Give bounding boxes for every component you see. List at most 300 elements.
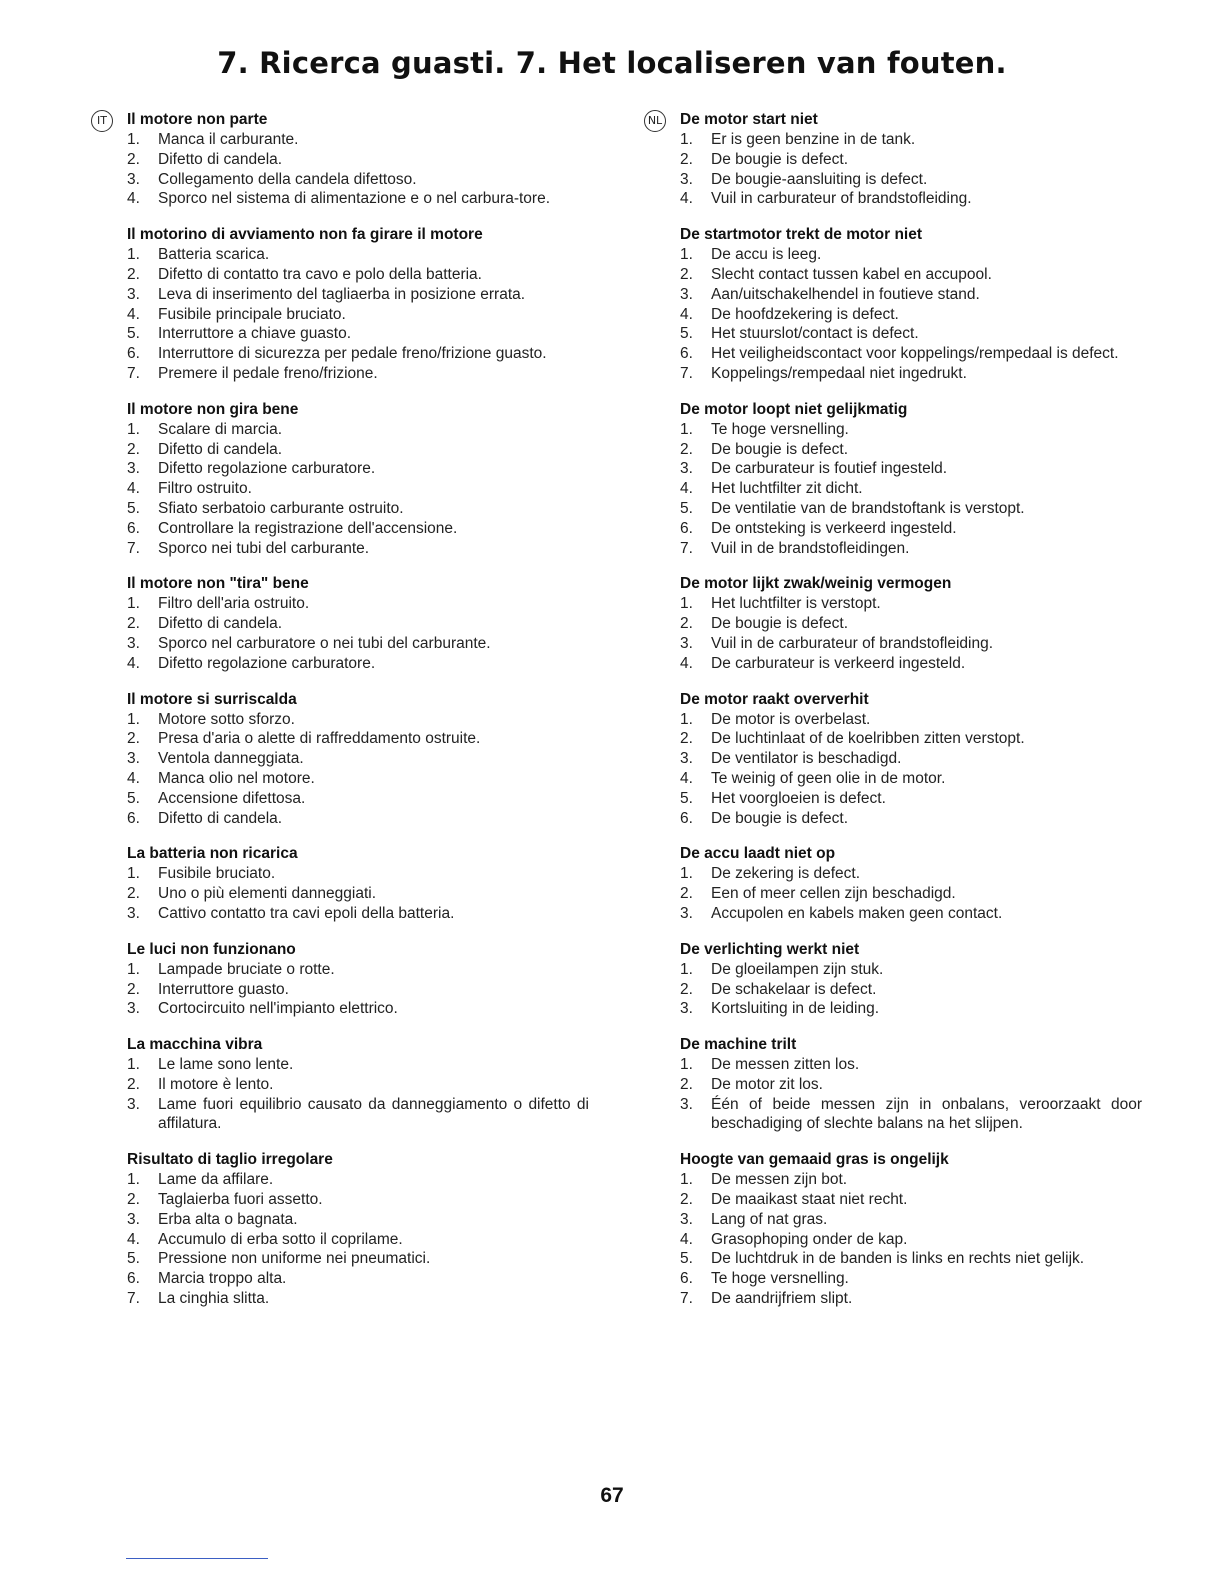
item-number: 2.	[127, 885, 140, 903]
list-item	[680, 809, 1142, 829]
item-number: 2.	[680, 730, 693, 748]
item-text: Batteria scarica.	[158, 246, 270, 264]
language-badge-it: IT	[91, 110, 113, 132]
item-number: 3.	[127, 460, 140, 478]
item-text: De messen zitten los.	[711, 1056, 860, 1074]
section-title: De motor start niet	[680, 111, 818, 128]
list-item	[127, 344, 589, 364]
item-text: De aandrijfriem slipt.	[711, 1290, 853, 1308]
item-text: Kortsluiting in de leiding.	[711, 1000, 880, 1018]
item-number: 1.	[680, 246, 693, 264]
item-text: Filtro dell'aria ostruito.	[158, 595, 310, 613]
item-text: De bougie is defect.	[711, 809, 849, 827]
item-number: 5.	[680, 789, 693, 807]
list-item	[127, 150, 589, 170]
item-number: 1.	[127, 595, 140, 613]
item-number: 1.	[127, 1056, 140, 1074]
troubleshooting-section	[127, 690, 589, 829]
item-number: 3.	[680, 750, 693, 768]
item-text: Te hoge versnelling.	[711, 1270, 849, 1288]
item-text: De luchtinlaat of de koelribben zitten verstopt.	[711, 730, 1025, 748]
item-text: Aan/uitschakelhendel in foutieve stand.	[711, 285, 980, 303]
item-text: Het stuurslot/contact is defect.	[711, 325, 919, 343]
list-item	[127, 285, 589, 305]
section-title: De startmotor trekt de motor niet	[680, 226, 923, 244]
list-item	[680, 170, 1142, 190]
item-number: 3.	[680, 1210, 693, 1228]
item-number: 6.	[680, 345, 693, 363]
item-number: 3.	[680, 285, 693, 303]
item-number: 3.	[127, 1000, 140, 1018]
item-text: Een of meer cellen zijn beschadigd.	[711, 885, 956, 903]
troubleshooting-section	[680, 574, 1142, 673]
item-number: 2.	[127, 440, 140, 458]
item-text: Interruttore di sicurezza per pedale freno/frizione guasto.	[158, 345, 547, 363]
list-item	[680, 1210, 1142, 1230]
list-item	[127, 305, 589, 325]
list-item	[680, 459, 1142, 479]
item-text: Difetto di contatto tra cavo e polo della batteria.	[158, 265, 482, 283]
troubleshooting-section	[127, 1035, 589, 1134]
section-title: La macchina vibra	[127, 1036, 263, 1054]
list-item	[127, 479, 589, 499]
cause-list	[680, 710, 1142, 829]
item-number: 2.	[680, 1191, 693, 1209]
item-number: 3.	[127, 750, 140, 768]
list-item	[680, 749, 1142, 769]
item-number: 7.	[680, 539, 693, 557]
item-text: Difetto regolazione carburatore.	[158, 654, 376, 672]
list-item	[680, 265, 1142, 285]
item-number: 5.	[127, 325, 140, 343]
item-text: De luchtdruk in de banden is links en rechts niet gelijk.	[711, 1250, 1085, 1268]
item-number: 7.	[127, 539, 140, 557]
troubleshooting-section	[127, 110, 589, 209]
item-text: De ontsteking is verkeerd ingesteld.	[711, 519, 957, 537]
item-text: Accensione difettosa.	[158, 789, 306, 807]
list-item	[127, 864, 589, 884]
item-text: Le lame sono lente.	[158, 1056, 294, 1074]
list-item	[680, 594, 1142, 614]
list-item	[127, 1269, 589, 1289]
item-number: 3.	[127, 285, 140, 303]
list-item	[127, 634, 589, 654]
section-title: Le luci non funzionano	[127, 940, 296, 958]
item-number: 4.	[127, 480, 140, 498]
item-text: Il motore è lento.	[158, 1075, 274, 1093]
item-text: Interruttore guasto.	[158, 980, 289, 998]
item-text: Accupolen en kabels maken geen contact.	[711, 904, 1003, 922]
item-number: 5.	[127, 499, 140, 517]
item-number: 7.	[127, 1290, 140, 1308]
item-number: 6.	[127, 1270, 140, 1288]
item-text: Cattivo contatto tra cavi epoli della batteria.	[158, 904, 455, 922]
cause-list	[680, 960, 1142, 1019]
item-number: 6.	[127, 809, 140, 827]
list-item	[127, 1249, 589, 1269]
item-number: 4.	[680, 190, 693, 208]
list-item	[680, 980, 1142, 1000]
item-number: 1.	[127, 420, 140, 438]
item-number: 5.	[680, 1250, 693, 1268]
item-number: 6.	[680, 519, 693, 537]
section-title: Il motore non "tira" bene	[127, 575, 309, 593]
list-item	[127, 999, 589, 1019]
cause-list	[680, 1055, 1142, 1134]
list-item	[680, 130, 1142, 150]
section-title: De motor loopt niet gelijkmatig	[680, 400, 908, 418]
item-text: Pressione non uniforme nei pneumatici.	[158, 1250, 431, 1268]
list-item	[680, 884, 1142, 904]
item-text: Difetto di candela.	[158, 809, 283, 827]
item-text: De motor is overbelast.	[711, 710, 871, 728]
list-item	[127, 1289, 589, 1309]
list-item	[127, 614, 589, 634]
section-title: De machine trilt	[680, 1036, 797, 1054]
item-text: Het luchtfilter is verstopt.	[711, 595, 881, 613]
item-number: 1.	[680, 420, 693, 438]
troubleshooting-section	[127, 225, 589, 384]
item-text: Scalare di marcia.	[158, 420, 283, 438]
item-number: 4.	[127, 769, 140, 787]
item-number: 5.	[127, 1250, 140, 1268]
item-number: 1.	[127, 1171, 140, 1189]
cause-list	[127, 1055, 589, 1134]
page-number: 67	[600, 1484, 624, 1507]
item-number: 7.	[127, 364, 140, 382]
list-item	[680, 1249, 1142, 1269]
item-number: 4.	[680, 305, 693, 323]
troubleshooting-section	[680, 110, 1142, 209]
section-title: De motor lijkt zwak/weinig vermogen	[680, 575, 952, 593]
section-title: De motor raakt oververhit	[680, 690, 869, 708]
list-item	[127, 594, 589, 614]
list-item	[680, 1289, 1142, 1309]
list-item	[680, 305, 1142, 325]
item-text: Sporco nel sistema di alimentazione e o nel carbura-tore.	[158, 190, 551, 208]
list-item	[127, 1210, 589, 1230]
list-item	[127, 130, 589, 150]
item-number: 6.	[680, 809, 693, 827]
item-number: 1.	[127, 865, 140, 883]
item-number: 4.	[680, 1230, 693, 1248]
item-number: 6.	[127, 345, 140, 363]
item-number: 3.	[127, 904, 140, 922]
list-item	[680, 1269, 1142, 1289]
list-item	[127, 710, 589, 730]
list-item	[680, 904, 1142, 924]
list-item	[127, 324, 589, 344]
list-item	[127, 1190, 589, 1210]
section-title: La batteria non ricarica	[127, 845, 298, 863]
cause-list	[127, 245, 589, 384]
item-number: 4.	[127, 1230, 140, 1248]
list-item	[680, 960, 1142, 980]
page-title: 7. Ricerca guasti. 7. Het localiseren van fouten.	[217, 46, 1007, 80]
item-text: Vuil in de carburateur of brandstofleiding.	[711, 634, 994, 652]
item-text: Uno o più elementi danneggiati.	[158, 885, 377, 903]
item-number: 1.	[680, 1171, 693, 1189]
cause-list	[680, 420, 1142, 559]
item-number: 3.	[680, 1000, 693, 1018]
item-text: Te hoge versnelling.	[711, 420, 849, 438]
list-item	[680, 654, 1142, 674]
item-number: 6.	[127, 519, 140, 537]
list-item	[127, 884, 589, 904]
item-number: 4.	[127, 190, 140, 208]
item-number: 3.	[680, 1095, 693, 1113]
item-number: 2.	[127, 980, 140, 998]
list-item	[680, 614, 1142, 634]
item-text: Erba alta o bagnata.	[158, 1210, 298, 1228]
language-badge-nl: NL	[644, 110, 666, 132]
item-number: 5.	[680, 499, 693, 517]
list-item	[680, 864, 1142, 884]
cause-list	[680, 594, 1142, 673]
item-text: De accu is leeg.	[711, 246, 822, 264]
list-item	[127, 364, 589, 384]
item-number: 1.	[127, 960, 140, 978]
list-item	[127, 809, 589, 829]
item-text: Vuil in carburateur of brandstofleiding.	[711, 190, 972, 208]
column-italian	[97, 110, 589, 1325]
item-number: 1.	[127, 246, 140, 264]
item-number: 1.	[680, 595, 693, 613]
item-number: 5.	[680, 325, 693, 343]
item-text: Vuil in de brandstofleidingen.	[711, 539, 910, 557]
list-item	[127, 769, 589, 789]
cause-list	[127, 130, 589, 209]
list-item	[127, 749, 589, 769]
section-title: De verlichting werkt niet	[680, 940, 860, 958]
item-number: 4.	[680, 769, 693, 787]
list-item	[680, 1230, 1142, 1250]
item-text: Lang of nat gras.	[711, 1210, 828, 1228]
list-item	[127, 980, 589, 1000]
list-item	[127, 539, 589, 559]
footer-divider	[126, 1558, 268, 1559]
troubleshooting-section	[680, 225, 1142, 384]
item-number: 2.	[680, 265, 693, 283]
item-text: Controllare la registrazione dell'accensione.	[158, 519, 458, 537]
item-text: De bougie-aansluiting is defect.	[711, 170, 928, 188]
section-title: Il motorino di avviamento non fa girare il motore	[127, 226, 483, 244]
cause-list	[127, 594, 589, 673]
list-item	[127, 420, 589, 440]
list-item	[680, 440, 1142, 460]
item-number: 4.	[127, 305, 140, 323]
item-number: 1.	[680, 865, 693, 883]
list-item	[680, 364, 1142, 384]
cause-list	[680, 1170, 1142, 1309]
list-item	[680, 1190, 1142, 1210]
sections-it	[127, 110, 589, 1309]
item-number: 2.	[127, 265, 140, 283]
item-text: Taglaierba fuori assetto.	[158, 1191, 323, 1209]
item-text: La cinghia slitta.	[158, 1290, 270, 1308]
item-number: 3.	[680, 170, 693, 188]
item-number: 3.	[680, 904, 693, 922]
list-item	[680, 344, 1142, 364]
section-title: Il motore non parte	[127, 111, 268, 128]
list-item	[680, 479, 1142, 499]
item-number: 1.	[680, 710, 693, 728]
item-text: De ventilator is beschadigd.	[711, 750, 902, 768]
item-text: Lampade bruciate o rotte.	[158, 960, 335, 978]
item-text: Manca il carburante.	[158, 131, 299, 148]
section-title: Risultato di taglio irregolare	[127, 1151, 333, 1169]
item-text: Difetto regolazione carburatore.	[158, 460, 376, 478]
item-text: De motor zit los.	[711, 1075, 823, 1093]
item-text: De hoofdzekering is defect.	[711, 305, 899, 323]
item-text: Sporco nei tubi del carburante.	[158, 539, 370, 557]
item-number: 2.	[127, 150, 140, 168]
item-number: 1.	[680, 131, 693, 148]
item-text: De zekering is defect.	[711, 865, 861, 883]
list-item	[127, 519, 589, 539]
list-item	[680, 150, 1142, 170]
list-item	[680, 324, 1142, 344]
item-number: 2.	[127, 1191, 140, 1209]
troubleshooting-section	[127, 400, 589, 559]
section-title: Il motore si surriscalda	[127, 690, 297, 708]
item-text: De maaikast staat niet recht.	[711, 1191, 908, 1209]
list-item	[680, 189, 1142, 209]
cause-list	[127, 1170, 589, 1309]
column-dutch	[647, 110, 1142, 1325]
item-number: 6.	[680, 1270, 693, 1288]
troubleshooting-section	[127, 940, 589, 1019]
cause-list	[680, 245, 1142, 384]
item-text: De schakelaar is defect.	[711, 980, 877, 998]
list-item	[680, 420, 1142, 440]
item-text: Marcia troppo alta.	[158, 1270, 287, 1288]
item-text: Slecht contact tussen kabel en accupool.	[711, 265, 992, 283]
list-item	[680, 519, 1142, 539]
item-number: 2.	[680, 615, 693, 633]
item-text: Leva di inserimento del tagliaerba in posizione errata.	[158, 285, 526, 303]
item-text: Sfiato serbatoio carburante ostruito.	[158, 499, 404, 517]
section-title: De accu laadt niet op	[680, 845, 836, 863]
item-text: Collegamento della candela difettoso.	[158, 170, 417, 188]
troubleshooting-section	[127, 574, 589, 673]
item-text: Het veiligheidscontact voor koppelings/rempedaal is defect.	[711, 345, 1119, 363]
section-title: Il motore non gira bene	[127, 400, 299, 418]
list-item	[127, 499, 589, 519]
list-item	[127, 265, 589, 285]
item-text: Premere il pedale freno/frizione.	[158, 364, 378, 382]
list-item	[127, 459, 589, 479]
item-number: 4.	[680, 480, 693, 498]
list-item	[127, 960, 589, 980]
item-text: De bougie is defect.	[711, 440, 849, 458]
list-item	[127, 1230, 589, 1250]
item-text: Interruttore a chiave guasto.	[158, 325, 352, 343]
list-item	[680, 729, 1142, 749]
list-item	[680, 245, 1142, 265]
cause-list	[127, 864, 589, 923]
troubleshooting-section	[680, 400, 1142, 559]
list-item	[680, 710, 1142, 730]
item-number: 3.	[127, 170, 140, 188]
item-text: Difetto di candela.	[158, 440, 283, 458]
list-item	[127, 1055, 589, 1075]
item-number: 3.	[680, 634, 693, 652]
list-item	[680, 1170, 1142, 1190]
list-item	[127, 1075, 589, 1095]
item-number: 3.	[127, 1095, 140, 1113]
list-item	[127, 440, 589, 460]
item-text: Difetto di candela.	[158, 150, 283, 168]
item-text: Één of beide messen zijn in onbalans, veroorzaakt door beschadiging of slechte balans na het slijpen.	[711, 1095, 1142, 1133]
item-text: De messen zijn bot.	[711, 1171, 848, 1189]
item-text: De gloeilampen zijn stuk.	[711, 960, 884, 978]
item-number: 1.	[680, 960, 693, 978]
troubleshooting-section	[127, 1150, 589, 1309]
cause-list	[680, 864, 1142, 923]
list-item	[680, 769, 1142, 789]
list-item	[680, 789, 1142, 809]
cause-list	[680, 130, 1142, 209]
list-item	[680, 999, 1142, 1019]
item-text: Het luchtfilter zit dicht.	[711, 480, 863, 498]
list-item	[127, 1095, 589, 1135]
item-number: 3.	[127, 1210, 140, 1228]
item-number: 3.	[127, 634, 140, 652]
item-text: Te weinig of geen olie in de motor.	[711, 769, 946, 787]
item-number: 2.	[680, 1075, 693, 1093]
item-text: Accumulo di erba sotto il coprilame.	[158, 1230, 403, 1248]
item-text: De bougie is defect.	[711, 150, 849, 168]
sections-nl	[680, 110, 1142, 1309]
troubleshooting-section	[680, 940, 1142, 1019]
item-text: Ventola danneggiata.	[158, 750, 304, 768]
item-text: Grasophoping onder de kap.	[711, 1230, 908, 1248]
item-number: 2.	[680, 980, 693, 998]
item-number: 4.	[680, 654, 693, 672]
list-item	[127, 189, 589, 209]
list-item	[680, 1095, 1142, 1135]
list-item	[680, 634, 1142, 654]
item-text: Het voorgloeien is defect.	[711, 789, 886, 807]
troubleshooting-section	[680, 1035, 1142, 1134]
item-text: Lame da affilare.	[158, 1171, 274, 1189]
section-title: Hoogte van gemaaid gras is ongelijk	[680, 1151, 949, 1169]
list-item	[127, 789, 589, 809]
item-number: 5.	[127, 789, 140, 807]
troubleshooting-section	[680, 844, 1142, 923]
item-number: 2.	[127, 1075, 140, 1093]
item-number: 2.	[680, 150, 693, 168]
list-item	[680, 499, 1142, 519]
troubleshooting-section	[127, 844, 589, 923]
item-text: Cortocircuito nell'impianto elettrico.	[158, 1000, 398, 1018]
list-item	[680, 285, 1142, 305]
item-number: 2.	[127, 615, 140, 633]
item-number: 7.	[680, 364, 693, 382]
troubleshooting-section	[680, 1150, 1142, 1309]
cause-list	[127, 960, 589, 1019]
item-text: De ventilatie van de brandstoftank is verstopt.	[711, 499, 1025, 517]
item-text: Sporco nel carburatore o nei tubi del carburante.	[158, 634, 491, 652]
item-text: Koppelings/rempedaal niet ingedrukt.	[711, 364, 967, 382]
item-text: Filtro ostruito.	[158, 480, 252, 498]
cause-list	[127, 710, 589, 829]
item-text: Fusibile bruciato.	[158, 865, 276, 883]
list-item	[127, 654, 589, 674]
list-item	[680, 1075, 1142, 1095]
item-text: Er is geen benzine in de tank.	[711, 131, 916, 148]
